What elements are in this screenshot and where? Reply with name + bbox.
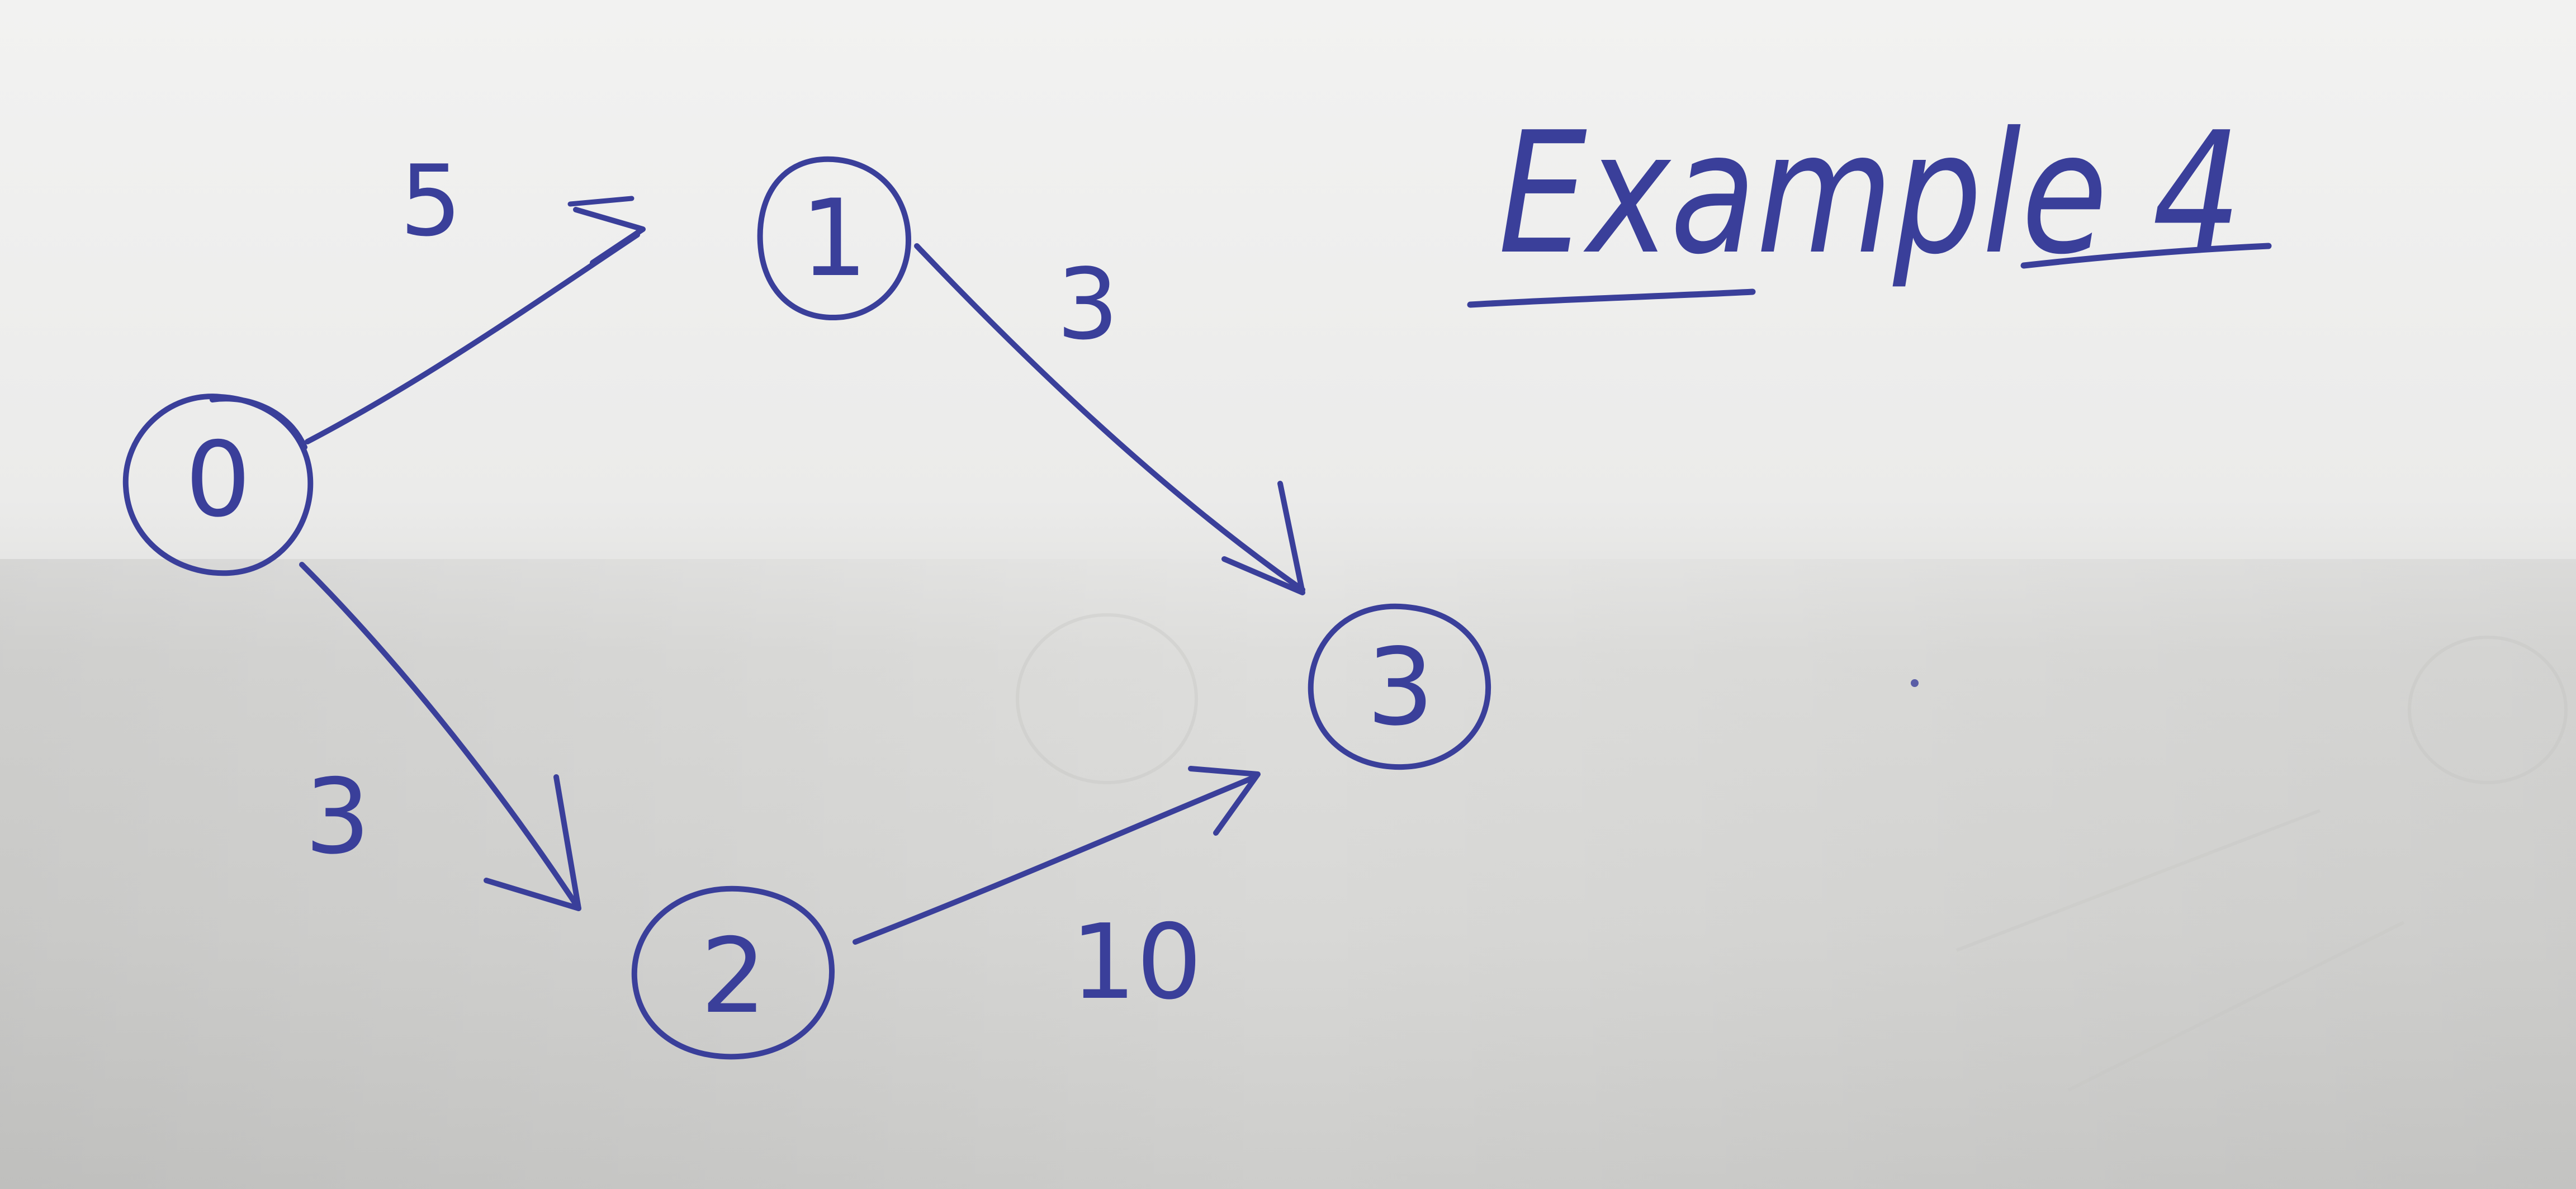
ink-dot — [1911, 679, 1919, 687]
node-2-label: 2 — [700, 916, 766, 1036]
edge-weight-0-2: 3 — [305, 756, 371, 877]
edge-weight-1-3: 3 — [1057, 248, 1119, 362]
node-1-label: 1 — [800, 177, 868, 300]
edge-weight-2-3: 10 — [1071, 902, 1202, 1022]
node-3-label: 3 — [1366, 626, 1434, 749]
diagram-title: Example 4 — [1498, 96, 2242, 291]
node-0-label: 0 — [185, 419, 251, 540]
edge-weight-0-1: 5 — [400, 145, 462, 258]
